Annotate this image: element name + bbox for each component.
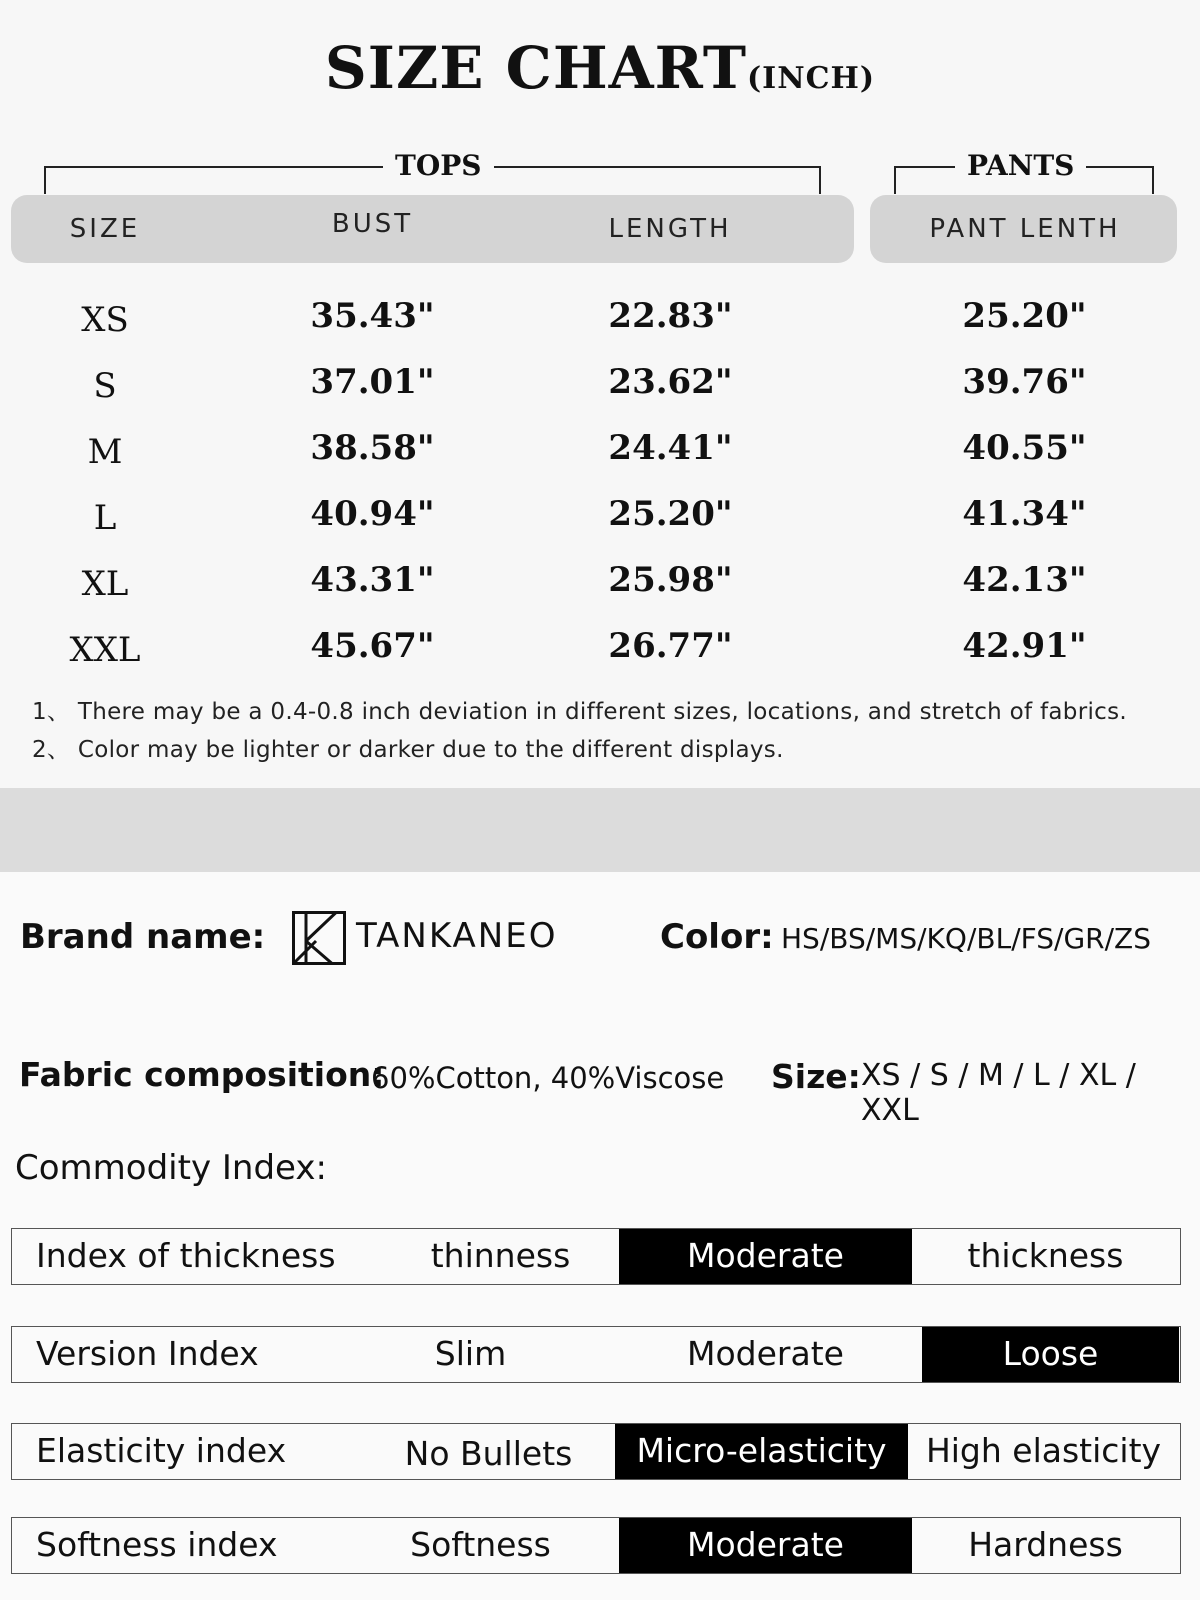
index-label: Elasticity index [36, 1431, 287, 1470]
index-row-elasticity [11, 1423, 1181, 1480]
cell-length: 22.83" [608, 296, 733, 336]
brand-label: Brand name: [20, 917, 266, 957]
fabric-value: 60%Cotton, 40%Viscose [371, 1061, 725, 1095]
index-label: Softness index [36, 1525, 278, 1564]
commodity-index-title: Commodity Index: [15, 1148, 327, 1188]
cell-bust: 38.58" [310, 428, 435, 468]
index-row-version [11, 1326, 1181, 1383]
tops-group-label: TOPS [383, 150, 494, 182]
index-option-selected: Moderate [619, 1229, 912, 1284]
cell-bust: 43.31" [310, 560, 435, 600]
cell-size: XS [81, 300, 129, 340]
color-value: HS/BS/MS/KQ/BL/FS/GR/ZS [781, 922, 1151, 955]
index-label: Version Index [36, 1334, 259, 1373]
page-title [0, 34, 1200, 102]
cell-pant-length: 42.91" [962, 626, 1087, 666]
index-option-selected: Loose [922, 1327, 1179, 1382]
index-option: thickness [967, 1236, 1124, 1275]
cell-size: M [87, 432, 123, 472]
index-option-selected: Moderate [619, 1518, 912, 1573]
cell-bust: 37.01" [310, 362, 435, 402]
header-bust: BUST [331, 209, 414, 239]
index-option: thinness [430, 1236, 571, 1275]
header-size: SIZE [69, 214, 141, 244]
cell-length: 25.98" [608, 560, 733, 600]
title-main: SIZE CHART [324, 34, 747, 102]
note-deviation: 1、 There may be a 0.4-0.8 inch deviation in different sizes, locations, and stretch of fabrics. [32, 699, 1127, 725]
cell-pant-length: 40.55" [962, 428, 1087, 468]
index-option: No Bullets [404, 1434, 573, 1473]
cell-size: XXL [69, 630, 141, 670]
brand-logo [292, 911, 346, 965]
note-color: 2、 Color may be lighter or darker due to the different displays. [32, 737, 784, 763]
header-length: LENGTH [608, 214, 732, 244]
index-option: Slim [434, 1334, 507, 1373]
index-row-thickness [11, 1228, 1181, 1285]
cell-length: 23.62" [608, 362, 733, 402]
fabric-label: Fabric composition: [19, 1055, 385, 1094]
cell-bust: 40.94" [310, 494, 435, 534]
index-option: Moderate [687, 1334, 844, 1373]
cell-pant-length: 41.34" [962, 494, 1087, 534]
cell-length: 24.41" [608, 428, 733, 468]
brand-value: TANKANEO [356, 916, 558, 956]
divider-band [0, 788, 1200, 872]
size-value: XS / S / M / L / XL / XXL [861, 1058, 1136, 1128]
cell-length: 26.77" [608, 626, 733, 666]
cell-bust: 45.67" [310, 626, 435, 666]
header-pant-length: PANT LENTH [929, 214, 1121, 244]
cell-pant-length: 42.13" [962, 560, 1087, 600]
brand-logo-icon [292, 911, 346, 965]
pants-group-label: PANTS [955, 150, 1086, 182]
cell-size: XL [81, 564, 129, 604]
cell-pant-length: 25.20" [962, 296, 1087, 336]
cell-length: 25.20" [608, 494, 733, 534]
index-option: High elasticity [925, 1431, 1162, 1470]
index-label: Index of thickness [36, 1236, 336, 1275]
cell-pant-length: 39.76" [962, 362, 1087, 402]
index-option: Softness [410, 1525, 551, 1564]
cell-size: L [93, 498, 117, 538]
cell-size: S [93, 366, 117, 406]
index-option: Hardness [968, 1525, 1123, 1564]
size-label: Size: [771, 1057, 861, 1096]
color-label: Color: [660, 917, 774, 957]
title-unit: (INCH) [746, 61, 876, 96]
index-row-softness [11, 1517, 1181, 1574]
index-option-selected: Micro-elasticity [615, 1424, 908, 1479]
cell-bust: 35.43" [310, 296, 435, 336]
